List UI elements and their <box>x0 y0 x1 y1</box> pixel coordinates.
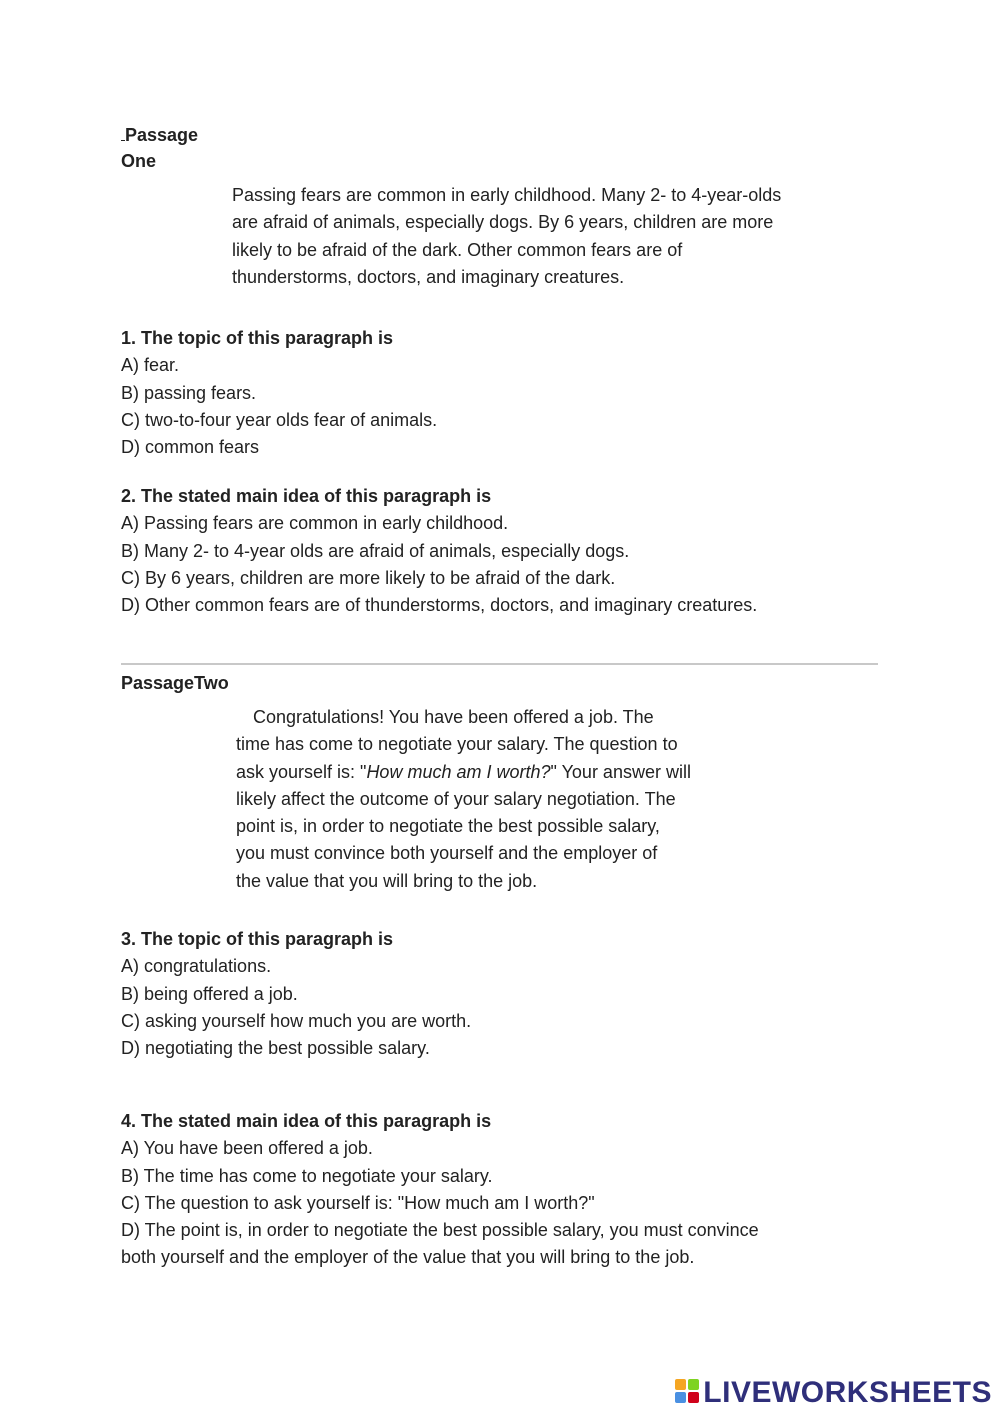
passage-two-line: time has come to negotiate your salary. The question to <box>236 734 678 755</box>
section-divider <box>121 663 878 665</box>
passage-one-title <box>121 122 198 174</box>
passage-one-line: thunderstorms, doctors, and imaginary creatures. <box>232 266 625 287</box>
answer-option[interactable]: C) By 6 years, children are more likely to be afraid of the dark. <box>121 567 616 588</box>
passage-two-title: PassageTwo <box>121 673 229 693</box>
answer-option[interactable]: D) common fears <box>121 437 260 458</box>
answer-option[interactable]: D) The point is, in order to negotiate the best possible salary, you must convince <box>121 1220 759 1241</box>
passage-one-line: likely to be afraid of the dark. Other common fears are of <box>232 239 683 260</box>
answer-option[interactable]: B) being offered a job. <box>121 983 298 1004</box>
question-1 <box>121 325 437 461</box>
liveworksheets-logo-icon <box>675 1379 701 1407</box>
liveworksheets-logo[interactable] <box>675 1376 992 1410</box>
question-4 <box>121 1108 759 1272</box>
answer-option[interactable]: A) Passing fears are common in early childhood. <box>121 513 509 534</box>
question-heading: 1. The topic of this paragraph is <box>121 328 394 348</box>
passage-two-text <box>236 704 691 895</box>
passage-two-line: the value that you will bring to the job. <box>236 870 538 891</box>
passage-one-line: Passing fears are common in early childhood. Many 2- to 4-year-olds <box>232 185 782 205</box>
answer-option[interactable]: B) The time has come to negotiate your salary. <box>121 1165 493 1186</box>
question-heading: 2. The stated main idea of this paragraph is <box>121 486 492 506</box>
passage-one-text <box>232 182 781 291</box>
passage-two-line <box>236 759 691 786</box>
passage-two-line: you must convince both yourself and the employer of <box>236 843 658 864</box>
question-heading: 3. The topic of this paragraph is <box>121 929 394 949</box>
answer-option[interactable]: A) You have been offered a job. <box>121 1138 373 1159</box>
answer-option[interactable]: D) Other common fears are of thunderstorms, doctors, and imaginary creatures. <box>121 595 758 616</box>
liveworksheets-logo-text: LIVEWORKSHEETS <box>703 1376 992 1409</box>
answer-option[interactable]: C) The question to ask yourself is: "How much am I worth?" <box>121 1192 595 1213</box>
question-2 <box>121 483 757 619</box>
answer-option[interactable]: D) negotiating the best possible salary. <box>121 1038 430 1059</box>
answer-option[interactable]: C) two-to-four year olds fear of animals. <box>121 409 438 430</box>
passage-one-title-line2: One <box>121 151 157 171</box>
answer-option-continuation: both yourself and the employer of the value that you will bring to the job. <box>121 1247 695 1268</box>
passage-one-title-line1: Passage <box>125 125 199 145</box>
answer-option[interactable]: A) congratulations. <box>121 956 272 977</box>
passage-two-line: likely affect the outcome of your salary negotiation. The <box>236 788 676 809</box>
answer-option[interactable]: B) Many 2- to 4-year olds are afraid of animals, especially dogs. <box>121 540 630 561</box>
passage-two-line3-post: " Your answer will <box>550 761 691 782</box>
question-heading: 4. The stated main idea of this paragraph is <box>121 1111 492 1131</box>
answer-option[interactable]: C) asking yourself how much you are worth. <box>121 1010 472 1031</box>
answer-option[interactable]: A) fear. <box>121 355 180 376</box>
passage-two-line3-pre: ask yourself is: " <box>236 761 367 782</box>
passage-two-line: Congratulations! You have been offered a job. The <box>253 707 654 727</box>
passage-one-line: are afraid of animals, especially dogs. By 6 years, children are more <box>232 212 774 233</box>
answer-option[interactable]: B) passing fears. <box>121 382 257 403</box>
question-3 <box>121 926 471 1062</box>
passage-two-line: point is, in order to negotiate the best possible salary, <box>236 816 660 837</box>
passage-two-line3-italic: How much am I worth? <box>366 761 551 782</box>
